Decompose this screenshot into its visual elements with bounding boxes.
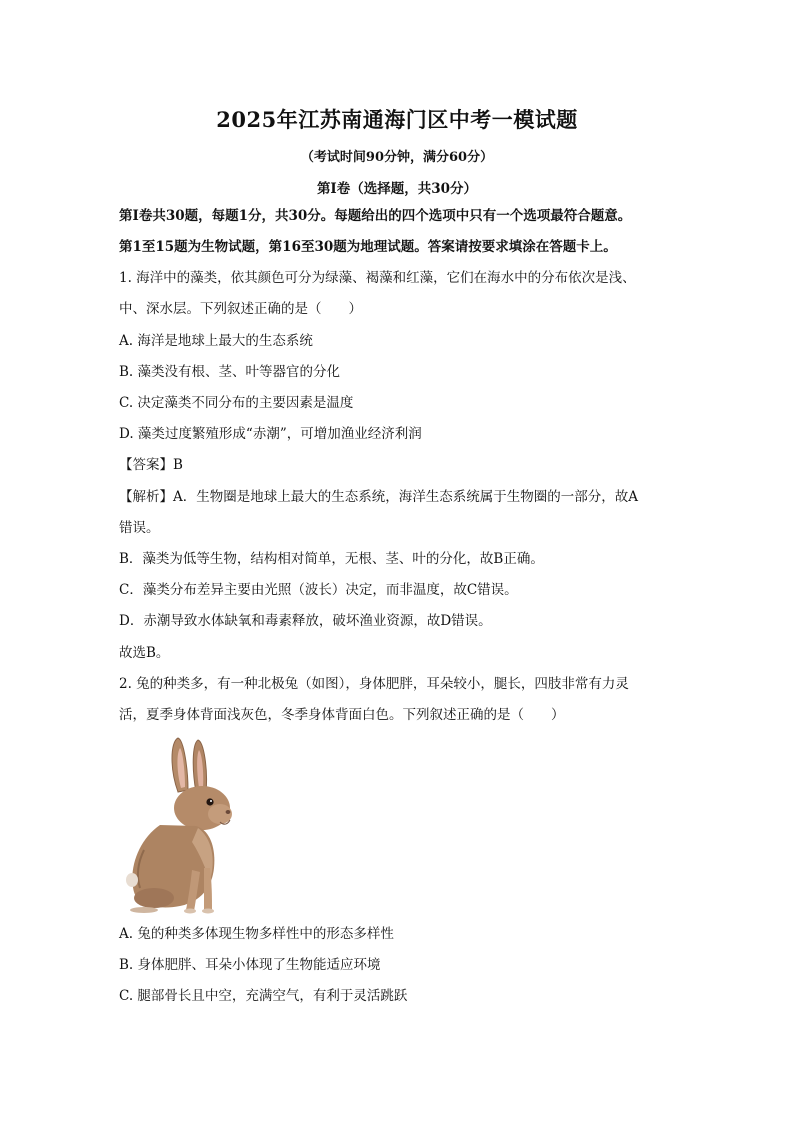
q1-analysis-d: D．赤潮导致水体缺氧和毒素释放，破坏渔业资源，故D错误。 [119, 613, 492, 629]
exam-title: 2025年江苏南通海门区中考一模试题 [216, 107, 578, 132]
q2-stem-line-2: 活，夏季身体背面浅灰色，冬季身体背面白色。下列叙述正确的是（ ） [119, 707, 565, 723]
q1-analysis-line-2: 错误。 [119, 520, 160, 536]
q1-analysis-c: C．藻类分布差异主要由光照（波长）决定，而非温度，故C错误。 [119, 582, 518, 598]
q1-analysis-line-1: 【解析】A．生物圈是地球上最大的生态系统，海洋生态系统属于生物圈的一部分，故A [119, 489, 638, 505]
q1-option-c: C. 决定藻类不同分布的主要因素是温度 [119, 395, 354, 411]
q1-stem-line-1: 1. 海洋中的藻类，依其颜色可分为绿藻、褐藻和红藻，它们在海水中的分布依次是浅、 [119, 270, 636, 286]
instruction-line-2: 第1至15题为生物试题，第16至30题为地理试题。答案请按要求填涂在答题卡上。 [119, 239, 617, 255]
q2-option-c: C. 腿部骨长且中空，充满空气，有利于灵活跳跃 [119, 988, 408, 1004]
exam-time-note: （考试时间90分钟，满分60分） [300, 150, 494, 165]
q2-stem-line-1: 2. 兔的种类多，有一种北极兔（如图），身体肥胖，耳朵较小，腿长，四肢非常有力灵 [119, 676, 629, 692]
q1-stem-line-2: 中、深水层。下列叙述正确的是（ ） [119, 301, 362, 317]
q1-analysis-b: B．藻类为低等生物，结构相对简单，无根、茎、叶的分化，故B正确。 [119, 551, 544, 567]
q1-option-a: A. 海洋是地球上最大的生态系统 [119, 333, 313, 349]
q1-conclusion: 故选B。 [119, 645, 170, 661]
section-title: 第Ⅰ卷（选择题，共30分） [316, 181, 478, 197]
rabbit-illustration [120, 730, 240, 915]
q1-option-d: D. 藻类过度繁殖形成“赤潮”，可增加渔业经济利润 [119, 426, 422, 442]
q2-option-b: B. 身体肥胖、耳朵小体现了生物能适应环境 [119, 957, 381, 973]
rabbit-image [120, 730, 240, 915]
instruction-line-1: 第Ⅰ卷共30题，每题1分，共30分。每题给出的四个选项中只有一个选项最符合题意。 [119, 208, 632, 224]
q1-answer: 【答案】B [119, 457, 183, 473]
q2-option-a: A. 兔的种类多体现生物多样性中的形态多样性 [119, 926, 394, 942]
q1-option-b: B. 藻类没有根、茎、叶等器官的分化 [119, 364, 341, 380]
